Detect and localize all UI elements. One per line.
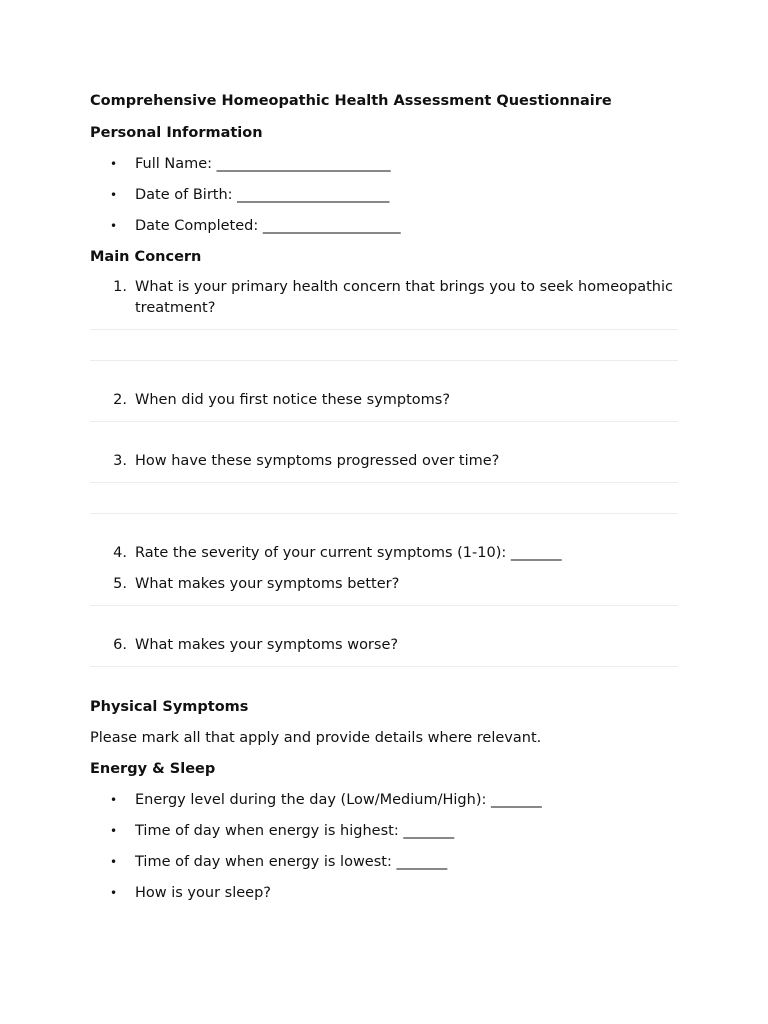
list-item-date-of-birth xyxy=(90,184,678,206)
field-date-of-birth: Date of Birth: _____________________ xyxy=(135,187,390,203)
section-heading-energy-sleep: Energy & Sleep xyxy=(90,761,216,777)
questionnaire-page xyxy=(90,90,678,913)
question-4 xyxy=(90,543,678,564)
question-text: How have these symptoms progressed over time? xyxy=(135,453,500,469)
bullet-icon: • xyxy=(110,886,118,900)
energy-sleep-list xyxy=(90,789,678,904)
bullet-icon: • xyxy=(110,219,118,233)
question-number: 3. xyxy=(113,453,127,469)
question-text: What makes your symptoms better? xyxy=(135,576,400,592)
list-item-full-name xyxy=(90,153,678,175)
bullet-icon: • xyxy=(110,157,118,171)
list-item-energy-level xyxy=(90,789,678,811)
field-full-name: Full Name: ________________________ xyxy=(135,156,391,172)
bullet-icon: • xyxy=(110,793,118,807)
field-energy-highest: Time of day when energy is highest: _______ xyxy=(135,823,455,839)
question-number: 6. xyxy=(113,637,127,653)
list-item-date-completed xyxy=(90,215,678,237)
field-date-completed: Date Completed: ___________________ xyxy=(135,218,401,234)
field-sleep: How is your sleep? xyxy=(135,885,271,901)
question-6 xyxy=(90,635,678,656)
question-text: When did you first notice these symptoms? xyxy=(135,392,451,408)
question-text: What is your primary health concern that brings you to seek homeopathic treatment? xyxy=(135,279,673,316)
question-3 xyxy=(90,451,678,472)
list-item-energy-lowest xyxy=(90,851,678,873)
question-number: 4. xyxy=(113,545,127,561)
bullet-icon: • xyxy=(110,824,118,838)
document-title: Comprehensive Homeopathic Health Assessment Questionnaire xyxy=(90,93,612,109)
section-heading-main-concern: Main Concern xyxy=(90,249,202,265)
question-1 xyxy=(90,277,678,319)
list-item-sleep xyxy=(90,882,678,904)
physical-symptoms-intro: Please mark all that apply and provide details where relevant. xyxy=(90,730,542,746)
field-energy-lowest: Time of day when energy is lowest: _______ xyxy=(135,854,448,870)
question-text: Rate the severity of your current symptoms (1-10): _______ xyxy=(135,545,562,561)
question-5 xyxy=(90,574,678,595)
bullet-icon: • xyxy=(110,855,118,869)
question-number: 2. xyxy=(113,392,127,408)
personal-info-list xyxy=(90,153,678,237)
question-number: 1. xyxy=(113,279,127,295)
question-2 xyxy=(90,390,678,411)
bullet-icon: • xyxy=(110,188,118,202)
section-heading-physical-symptoms: Physical Symptoms xyxy=(90,699,249,715)
list-item-energy-highest xyxy=(90,820,678,842)
question-text: What makes your symptoms worse? xyxy=(135,637,399,653)
field-energy-level: Energy level during the day (Low/Medium/High): _______ xyxy=(135,792,542,808)
question-number: 5. xyxy=(113,576,127,592)
section-heading-personal-information: Personal Information xyxy=(90,125,263,141)
